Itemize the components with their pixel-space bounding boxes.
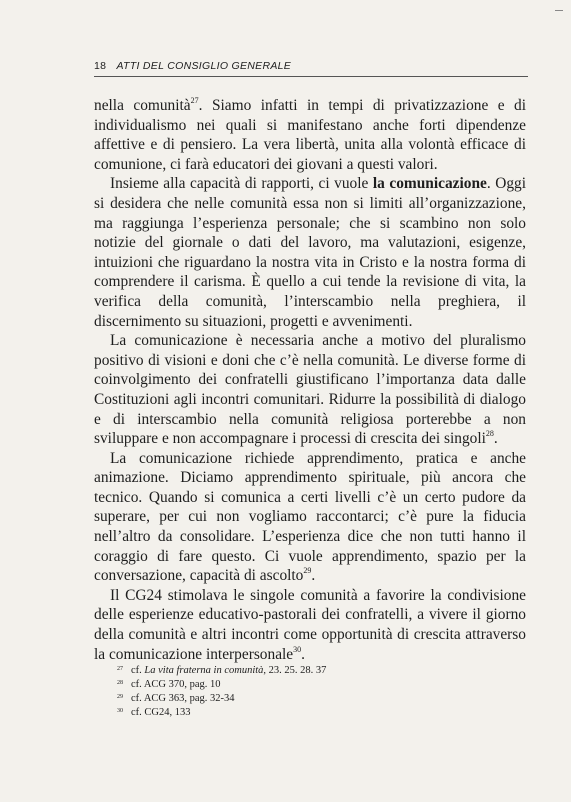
footnote-ref: 30 <box>293 644 302 654</box>
footnote-ref: 29 <box>303 566 312 576</box>
footnote-text: cf. ACG 370, pag. 10 <box>131 679 221 690</box>
paragraph-text: . <box>311 567 316 585</box>
footnote-text: , 23. 25. 28. 37 <box>263 665 327 676</box>
bold-term: la comunicazione <box>372 175 487 193</box>
footnote-number: 29 <box>117 694 123 700</box>
footnote-number: 28 <box>117 680 123 686</box>
paragraph-text: . Siamo infatti in tempi di privatizzazione e di individualismo nei quali si manifestano anche forti dipendenze affettive e di pensiero. La vera libertà, unita alla volontà efficace di comunione, ci farà educatori dei giovani a questi valori. <box>94 97 526 173</box>
paragraph-text: La comunicazione è necessaria anche a motivo del pluralismo positivo di visioni e doni che c’è nella comunità. Le diverse forme di coinvolgimento dei confratelli giustificano l’importanza data dalle Costituzioni agli incontri comunitari. Ridurre la possibilità di dialogo e di interscambio nella comunità religiosa porterebbe a non sviluppare e non accompagnare i processi di crescita dei singoli <box>94 332 526 448</box>
running-header <box>94 60 528 77</box>
footnote-number: 30 <box>117 708 123 714</box>
footnote <box>117 706 517 720</box>
footnote-ref: 28 <box>485 428 494 438</box>
footnote-text: cf. CG24, 133 <box>131 707 191 718</box>
paragraph-text: Insieme alla capacità di rapporti, ci vuole <box>110 175 373 193</box>
footnote-title: La vita fraterna in comunità <box>144 665 264 676</box>
paragraph-text: Il CG24 stimolava le singole comunità a favorire la condivisione delle esperienze educativo-pastorali dei confratelli, a vivere il giorno della comunità e altri incontri come opportunità di crescita attraverso la comunicazione interpersonale <box>94 586 526 663</box>
scan-mark <box>555 10 563 11</box>
paragraph-text: . <box>493 430 498 448</box>
paragraph-3 <box>94 331 526 449</box>
footnote <box>117 678 517 692</box>
footnote-text: cf. <box>131 665 145 676</box>
paragraph-5 <box>94 586 526 664</box>
footnote-number: 27 <box>117 666 123 672</box>
paragraph-text: . Oggi si desidera che nelle comunità essa non si limiti all’organizzazione, ma raggiunga l’esperienza personale; che si scambino non solo notizie del giornale o dati del lavoro, ma valutazioni, esigenze, intuizioni che riguardano la nostra vita in Cristo e la nostra forma di comprendere il carisma. È quello a cui tende la revisione di vita, la verifica della comunità, l’interscambio nella preghiera, il discernimento su situazioni, progetti e avvenimenti. <box>94 175 527 330</box>
paragraph-1 <box>94 96 526 174</box>
page-number: 18 <box>94 60 107 72</box>
running-title: ATTI DEL CONSIGLIO GENERALE <box>116 60 292 72</box>
main-text <box>94 96 526 664</box>
footnote-ref: 27 <box>190 95 199 105</box>
paragraph-4 <box>94 449 526 586</box>
footnote <box>117 692 517 706</box>
paragraph-text: La comunicazione richiede apprendimento, pratica e anche animazione. Diciamo apprendimento spirituale, più ancora che tecnico. Quando si comunica a certi livelli c’è un certo pudore da superare, per cui non vogliamo raccontarci; c’è pure la fiducia nell’altro da consolidare. L’esperienza dice che non tutti hanno il coraggio di fare questo. Ci vuole apprendimento, spazio per la conversazione, capacità di ascolto <box>94 449 526 585</box>
paragraph-text: nella comunità <box>94 97 191 114</box>
footnote-text: cf. ACG 363, pag. 32-34 <box>131 693 235 704</box>
footnote <box>117 664 517 678</box>
footnotes <box>117 664 517 720</box>
paragraph-2 <box>94 174 526 331</box>
paragraph-text: . <box>301 645 305 663</box>
